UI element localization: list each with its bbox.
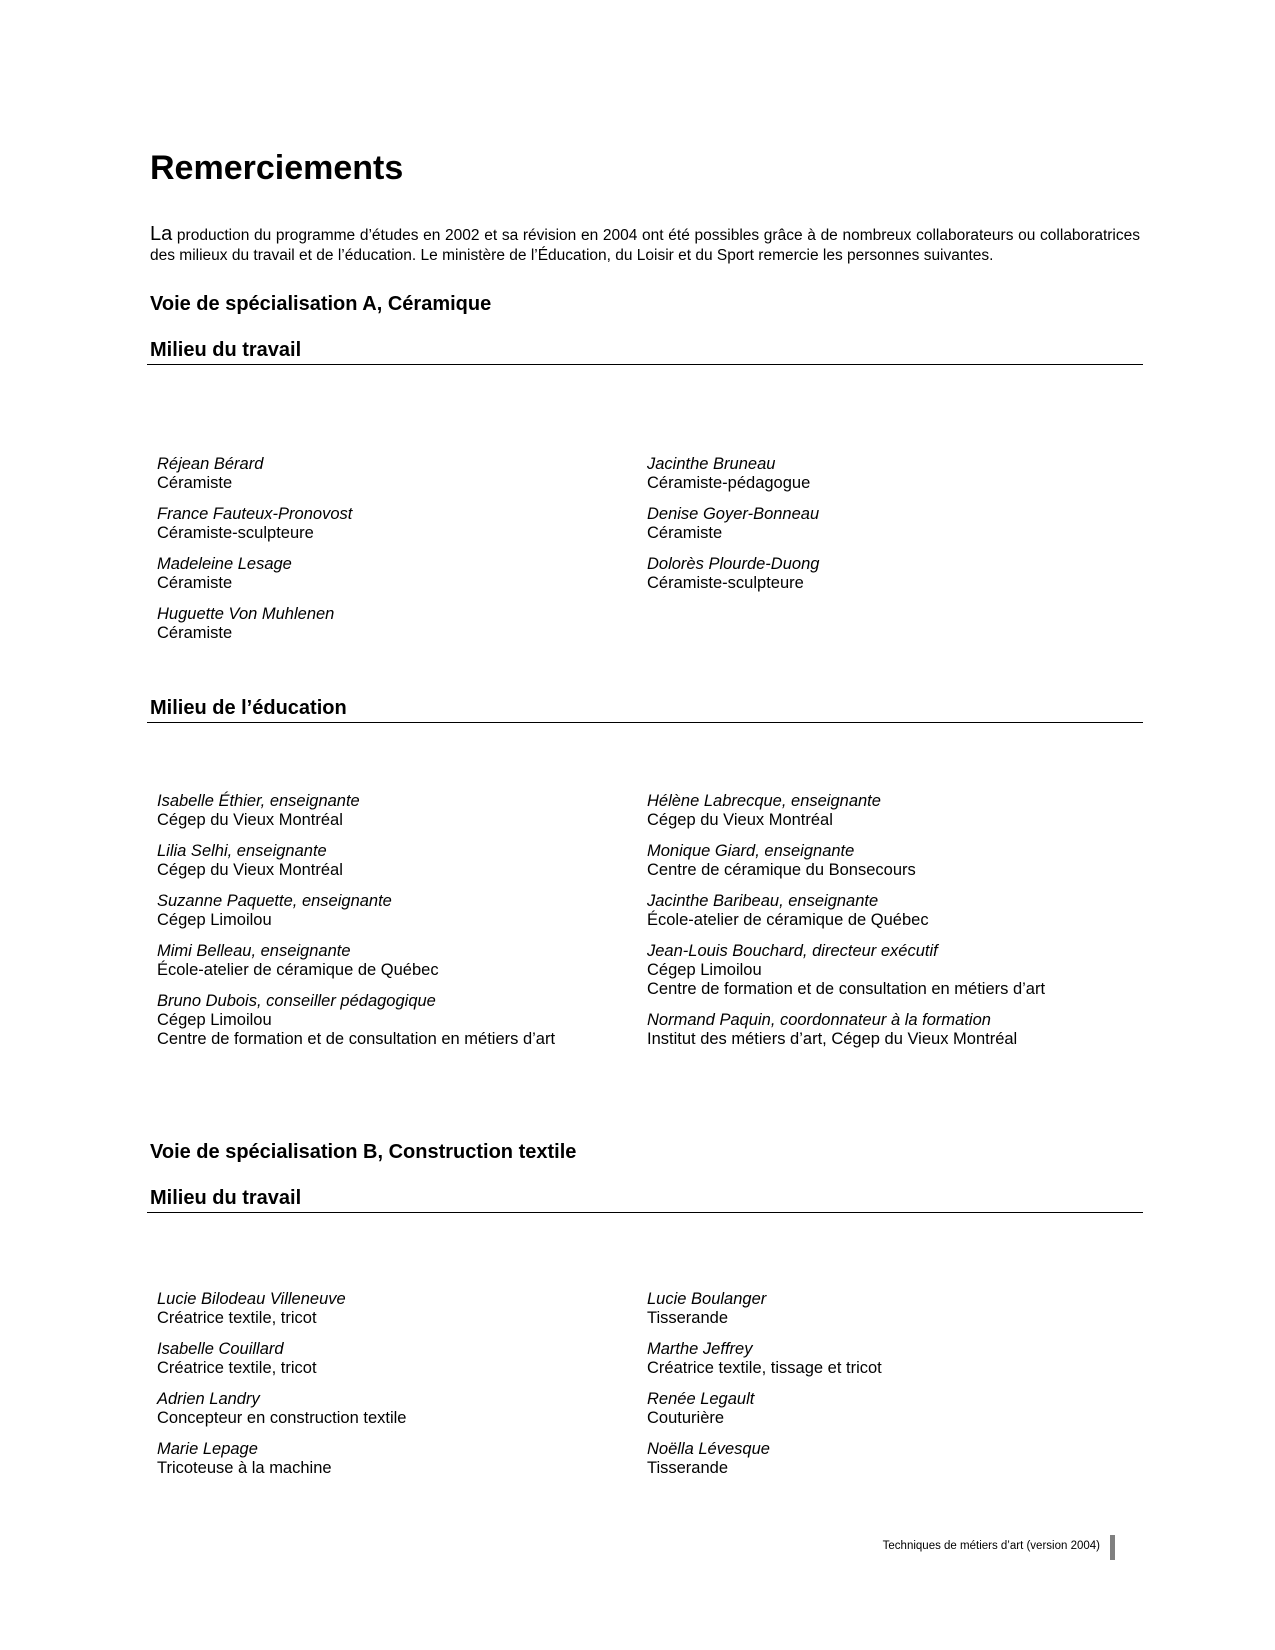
section-a-heading: Voie de spécialisation A, Céramique [150, 293, 492, 315]
person-detail: École-atelier de céramique de Québec [157, 961, 439, 979]
section-a-travail-right [647, 455, 1117, 605]
person-name: Isabelle Éthier, enseignante [157, 792, 360, 810]
person-entry [647, 1011, 1117, 1049]
section-a-travail-heading: Milieu du travail [147, 339, 1143, 365]
person-entry [157, 555, 627, 593]
person-entry [647, 1390, 1117, 1428]
person-detail: École-atelier de céramique de Québec [647, 911, 929, 929]
person-detail: Cégep du Vieux Montréal [157, 811, 343, 829]
section-a-education-right [647, 792, 1117, 1061]
person-entry [157, 1340, 627, 1378]
person-entry [647, 892, 1117, 930]
person-detail: Institut des métiers d’art, Cégep du Vieux Montréal [647, 1030, 1018, 1048]
section-b-travail-right [647, 1290, 1117, 1490]
person-name: Suzanne Paquette, enseignante [157, 892, 392, 910]
person-detail: Cégep Limoilou [157, 911, 272, 929]
person-detail: Céramiste-sculpteure [647, 574, 804, 592]
person-name: Marthe Jeffrey [647, 1340, 753, 1358]
person-entry [647, 1340, 1117, 1378]
person-detail: Couturière [647, 1409, 725, 1427]
person-entry [647, 1290, 1117, 1328]
person-name: Renée Legault [647, 1390, 755, 1408]
person-name: Isabelle Couillard [157, 1340, 284, 1358]
person-detail: Céramiste-pédagogue [647, 474, 811, 492]
person-entry [647, 505, 1117, 543]
person-detail: Cégep du Vieux Montréal [157, 861, 343, 879]
person-name: Réjean Bérard [157, 455, 264, 473]
person-entry [157, 1290, 627, 1328]
intro-lead: La [150, 223, 173, 245]
section-a-education-left [157, 792, 627, 1061]
page-footer: Techniques de métiers d’art (version 2004) [882, 1540, 1100, 1552]
person-entry [647, 1440, 1117, 1478]
person-detail: Centre de formation et de consultation en métiers d’art [647, 980, 1046, 998]
person-detail: Céramiste [157, 574, 233, 592]
person-entry [157, 605, 627, 643]
person-name: Lucie Bilodeau Villeneuve [157, 1290, 346, 1308]
person-entry [647, 455, 1117, 493]
person-name: Monique Giard, enseignante [647, 842, 855, 860]
person-entry [157, 455, 627, 493]
person-detail: Céramiste-sculpteure [157, 524, 314, 542]
person-name: Huguette Von Muhlenen [157, 605, 335, 623]
person-detail: Céramiste [157, 624, 233, 642]
person-detail: Centre de céramique du Bonsecours [647, 861, 916, 879]
person-entry [157, 942, 627, 980]
footer-bar [1110, 1535, 1115, 1560]
person-entry [157, 892, 627, 930]
section-a-education-heading: Milieu de l’éducation [147, 697, 1143, 723]
person-name: Marie Lepage [157, 1440, 258, 1458]
person-detail: Centre de formation et de consultation en métiers d’art [157, 1030, 556, 1048]
person-detail: Tisserande [647, 1309, 729, 1327]
section-b-travail-left [157, 1290, 627, 1490]
person-name: Noëlla Lévesque [647, 1440, 770, 1458]
person-detail: Céramiste [647, 524, 723, 542]
person-entry [157, 842, 627, 880]
person-name: Jacinthe Baribeau, enseignante [647, 892, 879, 910]
person-detail: Créatrice textile, tissage et tricot [647, 1359, 882, 1377]
person-entry [647, 842, 1117, 880]
person-detail: Concepteur en construction textile [157, 1409, 407, 1427]
section-b-travail-heading: Milieu du travail [147, 1187, 1143, 1213]
person-name: Madeleine Lesage [157, 555, 292, 573]
person-entry [157, 1390, 627, 1428]
person-detail: Cégep du Vieux Montréal [647, 811, 833, 829]
section-a-travail-left [157, 455, 627, 655]
person-name: Dolorès Plourde-Duong [647, 555, 820, 573]
person-entry [157, 1440, 627, 1478]
person-name: Normand Paquin, coordonnateur à la formation [647, 1011, 991, 1029]
person-name: Jean-Louis Bouchard, directeur exécutif [647, 942, 938, 960]
person-entry [647, 792, 1117, 830]
person-name: Mimi Belleau, enseignante [157, 942, 351, 960]
person-detail: Tisserande [647, 1459, 729, 1477]
person-entry [157, 505, 627, 543]
page-title: Remerciements [150, 149, 404, 187]
person-name: France Fauteux-Pronovost [157, 505, 353, 523]
person-detail: Tricoteuse à la machine [157, 1459, 332, 1477]
person-detail: Créatrice textile, tricot [157, 1359, 317, 1377]
person-name: Hélène Labrecque, enseignante [647, 792, 881, 810]
person-entry [647, 555, 1117, 593]
person-entry [157, 992, 627, 1049]
person-detail: Cégep Limoilou [157, 1011, 272, 1029]
person-name: Jacinthe Bruneau [647, 455, 776, 473]
person-detail: Cégep Limoilou [647, 961, 762, 979]
intro-paragraph [150, 225, 1140, 265]
person-detail: Céramiste [157, 474, 233, 492]
person-name: Lilia Selhi, enseignante [157, 842, 327, 860]
person-name: Lucie Boulanger [647, 1290, 767, 1308]
intro-text: production du programme d’études en 2002 et sa révision en 2004 ont été possibles grâce à de nombreux collaborateurs ou collaboratrices des milieux du travail et de l’éducation. Le ministère de l’Éducation, du Loisir et du Sport remercie les personnes suivantes. [150, 227, 1140, 264]
person-detail: Créatrice textile, tricot [157, 1309, 317, 1327]
person-name: Adrien Landry [157, 1390, 260, 1408]
section-b-heading: Voie de spécialisation B, Construction textile [150, 1141, 577, 1163]
person-name: Denise Goyer-Bonneau [647, 505, 820, 523]
person-entry [647, 942, 1117, 999]
person-name: Bruno Dubois, conseiller pédagogique [157, 992, 436, 1010]
person-entry [157, 792, 627, 830]
